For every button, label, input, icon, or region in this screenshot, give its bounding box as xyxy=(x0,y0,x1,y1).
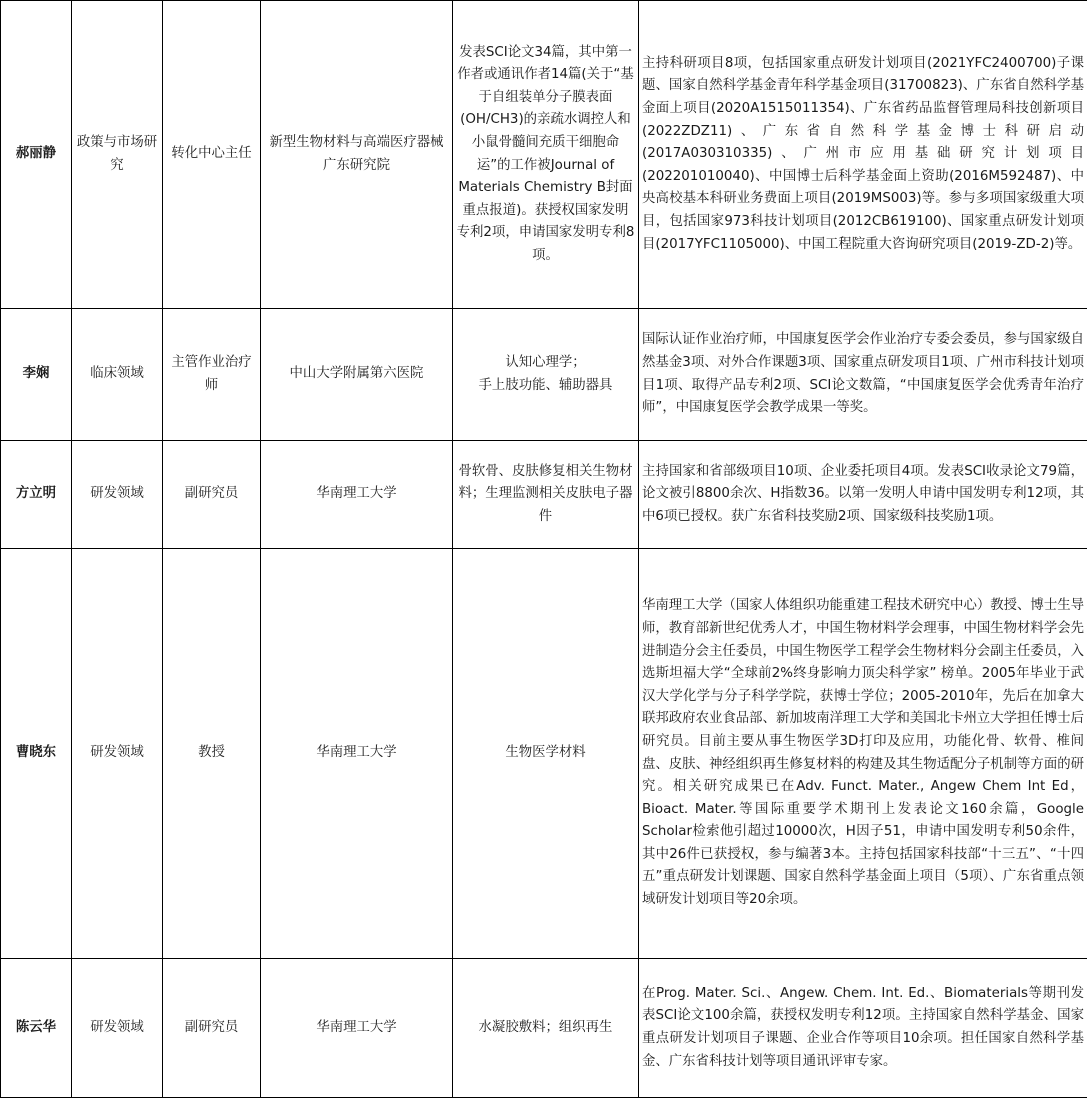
expert-research-area: 认知心理学； 手上肢功能、辅助器具 xyxy=(453,309,639,441)
table-row xyxy=(1,441,1087,549)
expert-profile: 华南理工大学（国家人体组织功能重建工程技术研究中心）教授、博士生导师，教育部新世纪优秀人才，中国生物材料学会理事，中国生物材料学会先进制造分会主任委员，中国生物医学工程学会生物材料分会副主任委员，入选斯坦福大学“全球前2%终身影响力顶尖科学家” 榜单。2005年毕业于武汉大学化学与分子科学学院，获博士学位；2005-2010年，先后在加拿大联邦政府农业食品部、新加坡南洋理工大学和美国北卡州立大学担任博士后研究员。目前主要从事生物医学3D打印及应用，功能化骨、软骨、椎间盘、皮肤、神经组织再生修复材料的构建及其生物适配分子机制等方面的研究。相关研究成果已在Adv. Funct. Mater., Angew Chem Int Ed，Bioact. Mater.等国际重要学术期刊上发表论文160余篇，Google Scholar检索他引超过10000次，H因子51，申请中国发明专利50余件，其中26件已获授权，参与编著3本。主持包括国家科技部“十三五”、“十四五”重点研发计划课题、国家自然科学基金面上项目（5项）、广东省重点领域研发计划项目等20余项。 xyxy=(639,549,1087,959)
table-row xyxy=(1,1,1087,309)
expert-field: 临床领域 xyxy=(72,309,163,441)
table-row xyxy=(1,959,1087,1098)
expert-title: 主管作业治疗师 xyxy=(163,309,261,441)
expert-name: 方立明 xyxy=(1,441,72,549)
expert-profile: 主持科研项目8项，包括国家重点研发计划项目(2021YFC2400700)子课题、国家自然科学基金青年科学基金项目(31700823)、广东省自然科学基金面上项目(2020A1515011354)、广东省药品监督管理局科技创新项目(2022ZDZ11)、广东省自然科学基金博士科研启动(2017A030310335)、广州市应用基础研究计划项目(202201010040)、中国博士后科学基金面上资助(2016M592487)、中央高校基本科研业务费面上项目(2019MS003)等。参与多项国家级重大项目，包括国家973科技计划项目(2012CB619100)、国家重点研发计划项目(2017YFC1105000)、中国工程院重大咨询研究项目(2019-ZD-2)等。 xyxy=(639,1,1087,309)
expert-field: 研发领域 xyxy=(72,959,163,1098)
expert-research-area: 生物医学材料 xyxy=(453,549,639,959)
expert-field: 研发领域 xyxy=(72,549,163,959)
expert-title: 转化中心主任 xyxy=(163,1,261,309)
expert-profile: 国际认证作业治疗师，中国康复医学会作业治疗专委会委员，参与国家级自然基金3项、对外合作课题3项、国家重点研发项目1项、广州市科技计划项目1项、取得产品专利2项、SCI论文数篇，“中国康复医学会优秀青年治疗师”，中国康复医学会教学成果一等奖。 xyxy=(639,309,1087,441)
expert-name: 陈云华 xyxy=(1,959,72,1098)
expert-field: 研发领域 xyxy=(72,441,163,549)
expert-title: 副研究员 xyxy=(163,959,261,1098)
expert-name: 李娴 xyxy=(1,309,72,441)
expert-profile: 主持国家和省部级项目10项、企业委托项目4项。发表SCI收录论文79篇，论文被引8800余次、H指数36。以第一发明人申请中国发明专利12项，其中6项已授权。获广东省科技奖励2项、国家级科技奖励1项。 xyxy=(639,441,1087,549)
expert-title: 副研究员 xyxy=(163,441,261,549)
expert-organization: 华南理工大学 xyxy=(261,959,453,1098)
expert-research-area: 发表SCI论文34篇，其中第一作者或通讯作者14篇(关于“基于自组装单分子膜表面(OH/CH3)的亲疏水调控人和小鼠骨髓间充质干细胞命运”的工作被Journal of Materials Chemistry B封面重点报道)。获授权国家发明专利2项，申请国家发明专利8项。 xyxy=(453,1,639,309)
expert-research-area: 骨软骨、皮肤修复相关生物材料；生理监测相关皮肤电子器件 xyxy=(453,441,639,549)
table-row xyxy=(1,549,1087,959)
expert-research-area: 水凝胶敷料；组织再生 xyxy=(453,959,639,1098)
expert-organization: 华南理工大学 xyxy=(261,441,453,549)
expert-organization: 新型生物材料与高端医疗器械广东研究院 xyxy=(261,1,453,309)
expert-field: 政策与市场研究 xyxy=(72,1,163,309)
expert-name: 曹晓东 xyxy=(1,549,72,959)
expert-title: 教授 xyxy=(163,549,261,959)
expert-organization: 华南理工大学 xyxy=(261,549,453,959)
expert-profile: 在Prog. Mater. Sci.、Angew. Chem. Int. Ed.、Biomaterials等期刊发表SCI论文100余篇，获授权发明专利12项。主持国家自然科学基金、国家重点研发计划项目子课题、企业合作等项目10余项。担任国家自然科学基金、广东省科技计划等项目通讯评审专家。 xyxy=(639,959,1087,1098)
expert-organization: 中山大学附属第六医院 xyxy=(261,309,453,441)
expert-name: 郝丽静 xyxy=(1,1,72,309)
table-row xyxy=(1,309,1087,441)
